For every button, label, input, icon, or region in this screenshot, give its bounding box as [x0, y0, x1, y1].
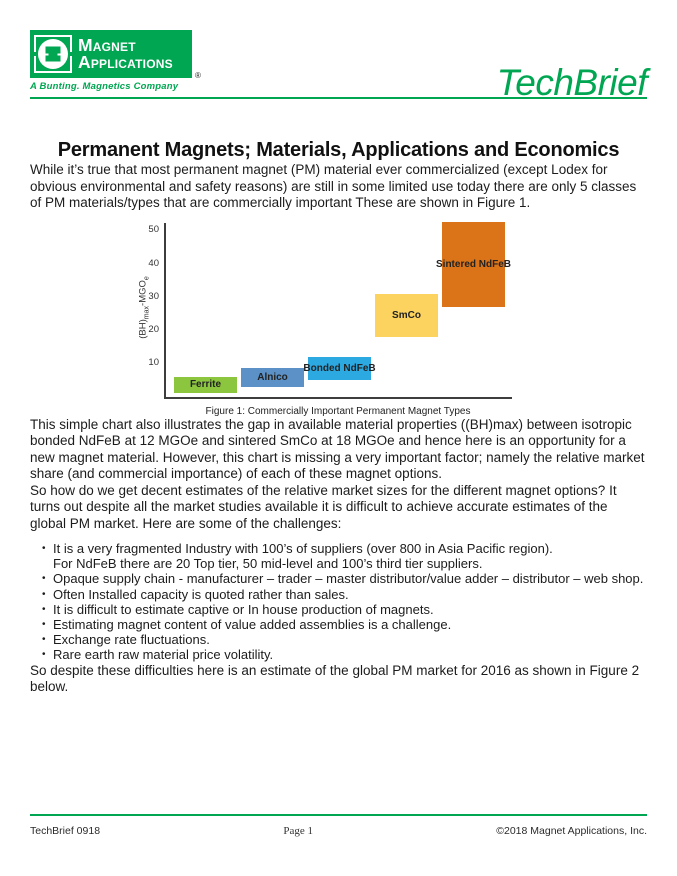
y-axis-label-sep: - — [137, 302, 149, 306]
y-axis-label-sub1: max — [143, 305, 151, 319]
logo-square-shape — [46, 47, 61, 62]
challenge-text: Estimating magnet content of value added assemblies is a challenge. — [53, 617, 452, 633]
magnet-logo-icon — [34, 35, 72, 73]
footer-doc-id: TechBrief 0918 — [30, 825, 101, 837]
intro-paragraph: While it’s true that most permanent magnet (PM) material ever commercialized (except Lodex for obvious environmental and safety reasons) are still in some limited use today there are only 5 classes of PM materials/types that are commercially important These are shown in Figure 1. — [30, 162, 637, 210]
page-header — [30, 30, 647, 103]
logo-box — [30, 30, 192, 78]
bar-label: Alnico — [257, 371, 288, 383]
y-tick-label-10: 10 — [148, 357, 159, 369]
footer-divider — [30, 814, 647, 816]
market-estimate-paragraph: So how do we get decent estimates of the relative market sizes for the different magnet options? It turns out despite all the market studies available it is difficult to achieve accurate estimates of the global PM market. Here are some of the challenges: — [30, 482, 617, 531]
y-tick-label-30: 30 — [148, 290, 159, 302]
y-axis-label-sub2: e — [143, 275, 151, 280]
company-logo — [30, 30, 240, 92]
logo-line2: Applications — [78, 52, 173, 72]
challenges-list — [30, 541, 647, 663]
challenge-text: It is a very fragmented Industry with 100’s of suppliers (over 800 in Asia Pacific region). — [53, 541, 553, 556]
range-bar-bonded-ndfeb — [303, 357, 376, 380]
challenge-item-opaque-supply-chain — [42, 571, 647, 586]
challenge-item-fragmented-industry — [42, 541, 647, 571]
challenge-text: Rare earth raw material price volatility. — [53, 647, 274, 663]
y-tick-label-50: 50 — [148, 224, 159, 236]
figure1 — [137, 223, 516, 417]
bar-label: Ferrite — [189, 379, 222, 391]
gap-discussion-paragraph: This simple chart also illustrates the gap in available material properties ((BH)max) between isotropic bonded NdFeB at 12 MGOe and sintered SmCo at 18 MGOe and hence here is an opportunity for a new magnet material. However, this chart is missing a very important factor; namely the relative market share (and commercial importance) of each of these magnet options. — [30, 416, 645, 481]
y-axis-label — [138, 219, 151, 395]
challenge-item-installed-capacity — [42, 587, 647, 602]
range-bar-ferrite — [174, 377, 237, 394]
footer-page-number: Page 1 — [283, 825, 313, 837]
y-tick-label-20: 20 — [148, 324, 159, 336]
bar-label: SmCo — [392, 309, 421, 321]
bar-label: Bonded NdFeB — [303, 362, 376, 374]
closing-paragraph: So despite these difficulties here is an estimate of the global PM market for 2016 as shown in Figure 2 below. — [30, 662, 640, 695]
y-axis-label-base2: MGO — [137, 279, 149, 303]
range-bar-smco — [375, 294, 438, 337]
range-bar-alnico — [241, 368, 304, 386]
page-title: Permanent Magnets; Materials, Applications and Economics — [57, 139, 620, 161]
page-footer — [30, 814, 647, 837]
bar-label: Sintered NdFeB — [436, 259, 512, 270]
logo-line1: Magnet — [78, 35, 136, 56]
y-axis-label-base1: (BH) — [137, 318, 149, 339]
challenge-text: Exchange rate fluctuations. — [53, 632, 210, 648]
challenge-text: Opaque supply chain - manufacturer – trader – master distributor/value adder – distributor – web shop. — [53, 571, 644, 587]
challenge-text-continuation: For NdFeB there are 20 Top tier, 50 mid-level and 100’s third tier suppliers. — [53, 556, 483, 572]
challenge-item-exchange-rates — [42, 632, 647, 647]
footer-copyright: ©2018 Magnet Applications, Inc. — [496, 825, 647, 837]
challenge-item-magnet-content — [42, 617, 647, 632]
challenge-text: It is difficult to estimate captive or In house production of magnets. — [53, 601, 434, 617]
figure1-plot — [137, 223, 512, 399]
registered-trademark-mark: ® — [195, 71, 201, 80]
logo-wordmark — [72, 37, 173, 71]
techbrief-masthead: TechBrief — [496, 62, 647, 103]
challenge-item-captive-production — [42, 602, 647, 617]
challenge-text: Often Installed capacity is quoted rather than sales. — [53, 586, 349, 602]
y-tick-label-40: 40 — [148, 257, 159, 269]
range-bar-sintered-ndfeb — [436, 222, 512, 307]
challenge-item-rare-earth-prices — [42, 647, 647, 662]
logo-tagline: A Bunting. Magnetics Company — [30, 81, 179, 92]
figure1-caption: Figure 1: Commercially Important Permanent Magnet Types — [205, 405, 471, 417]
